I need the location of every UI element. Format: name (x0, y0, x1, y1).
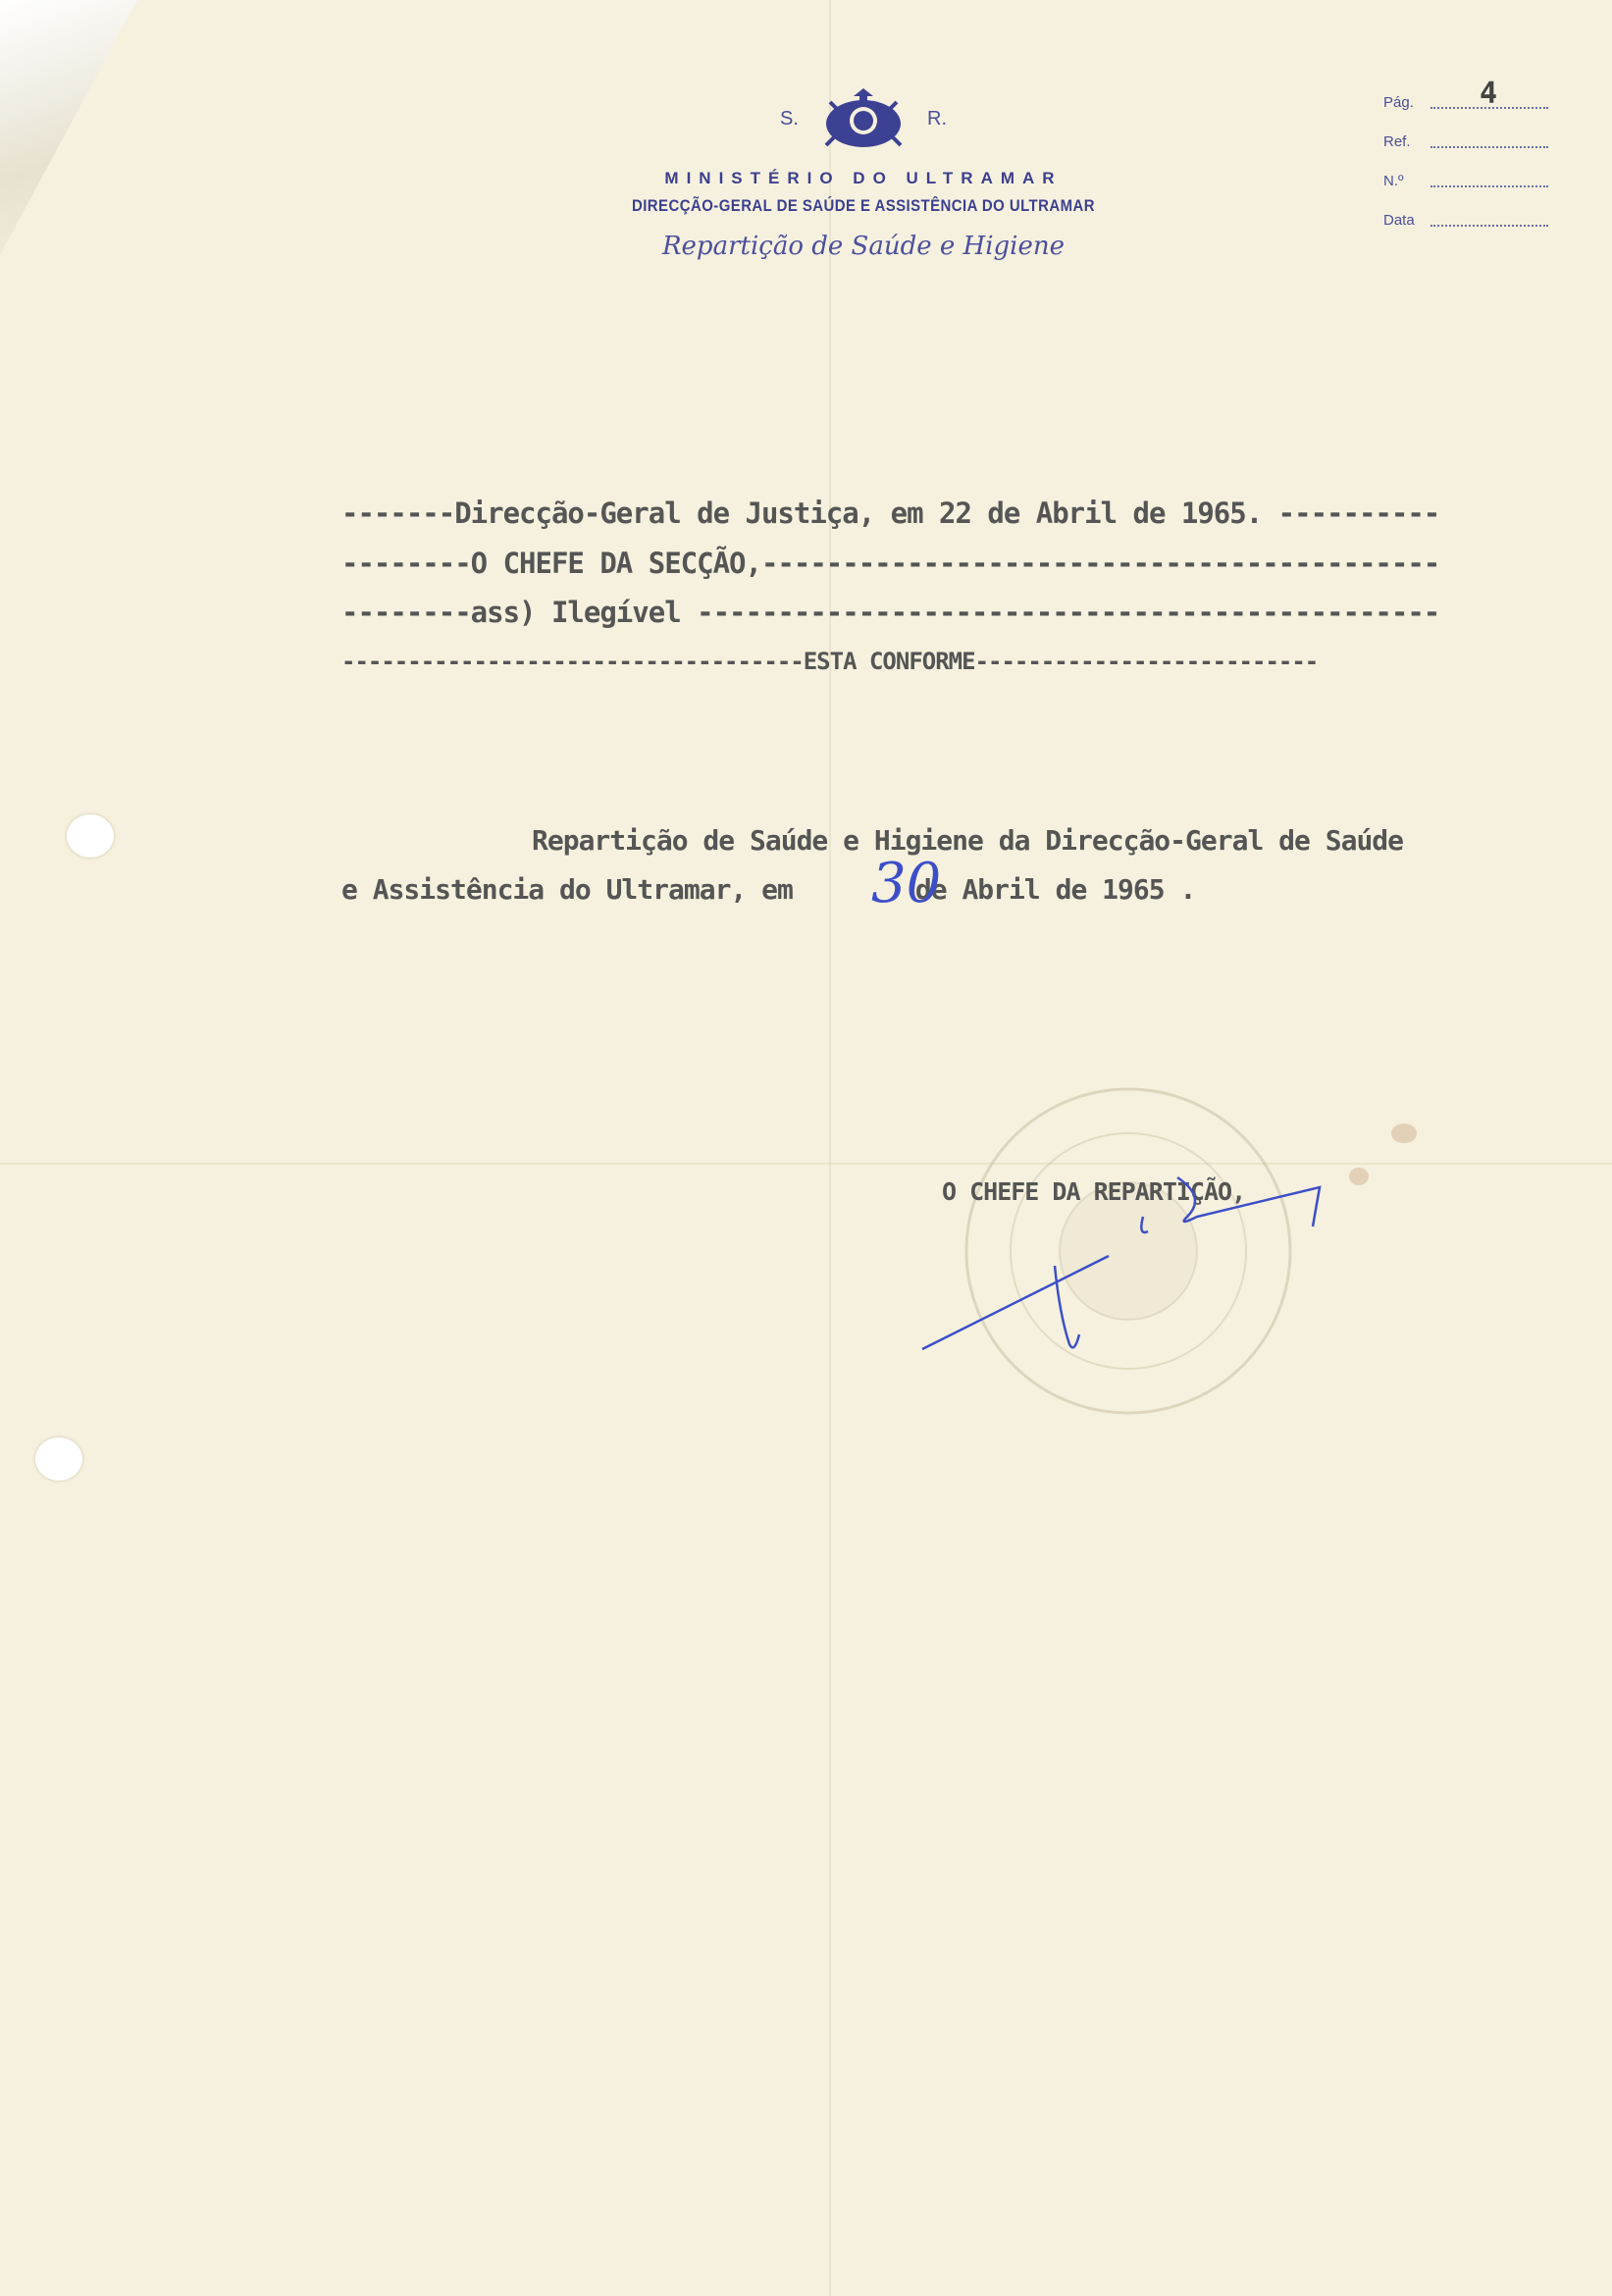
sr-left-letter: S. (780, 108, 799, 130)
paper-stain (1391, 1123, 1417, 1143)
paragraph-line-2-start: e Assistência do Ultramar, em (341, 873, 793, 906)
sr-right-letter: R. (927, 108, 947, 130)
ministry-name: MINISTÉRIO DO ULTRAMAR (664, 169, 1063, 187)
punch-hole-bottom (35, 1437, 82, 1481)
vertical-fold-line (829, 0, 831, 2296)
handwritten-day: 30 (871, 852, 942, 915)
page-label: Pág. (1383, 94, 1414, 111)
date-field (1383, 208, 1550, 247)
justice-dated-line: -------Direcção-Geral de Justiça, em 22 de Abril de 1965. ---------- (341, 496, 1440, 530)
number-dotted-line (1430, 185, 1548, 187)
illegible-signature-line: --------ass) Ilegível ---------------------------------------------- (341, 596, 1440, 629)
directorate-name: DIRECÇÃO-GERAL DE SAÚDE E ASSISTÊNCIA DO ULTRAMAR (631, 196, 1096, 215)
department-chief-signoff: O CHEFE DA REPARTIÇÃO, (942, 1177, 1246, 1206)
number-field (1383, 169, 1550, 208)
punch-hole-top (67, 814, 114, 858)
folded-corner (0, 0, 137, 255)
paper-stain (1349, 1168, 1369, 1185)
reference-block (1383, 77, 1550, 247)
ref-field (1383, 130, 1550, 169)
date-label: Data (1383, 212, 1415, 229)
ref-label: Ref. (1383, 133, 1411, 150)
number-label: N.º (1383, 173, 1404, 189)
paragraph-line-1: Repartição de Saúde e Higiene da Direcção-Geral de Saúde (532, 824, 1404, 857)
department-name: Repartição de Saúde e Higiene (661, 232, 1066, 261)
page-number: 4 (1480, 77, 1498, 111)
paragraph-line-2 (341, 873, 1195, 906)
sr-row (589, 88, 1138, 153)
section-chief-line: --------O CHEFE DA SECÇÃO,------------------------------------------ (341, 547, 1440, 580)
coat-of-arms-icon (822, 88, 905, 153)
handwritten-signature (912, 1168, 1334, 1364)
horizontal-fold-line (0, 1163, 1612, 1165)
letterhead (589, 88, 1138, 261)
certified-line: -----------------------------------ESTA CONFORME-------------------------- (341, 648, 1319, 675)
date-dotted-line (1430, 225, 1548, 227)
ref-dotted-line (1430, 146, 1548, 148)
paragraph-line-2-end: de Abril de 1965 . (914, 873, 1196, 906)
page-field (1383, 77, 1550, 130)
